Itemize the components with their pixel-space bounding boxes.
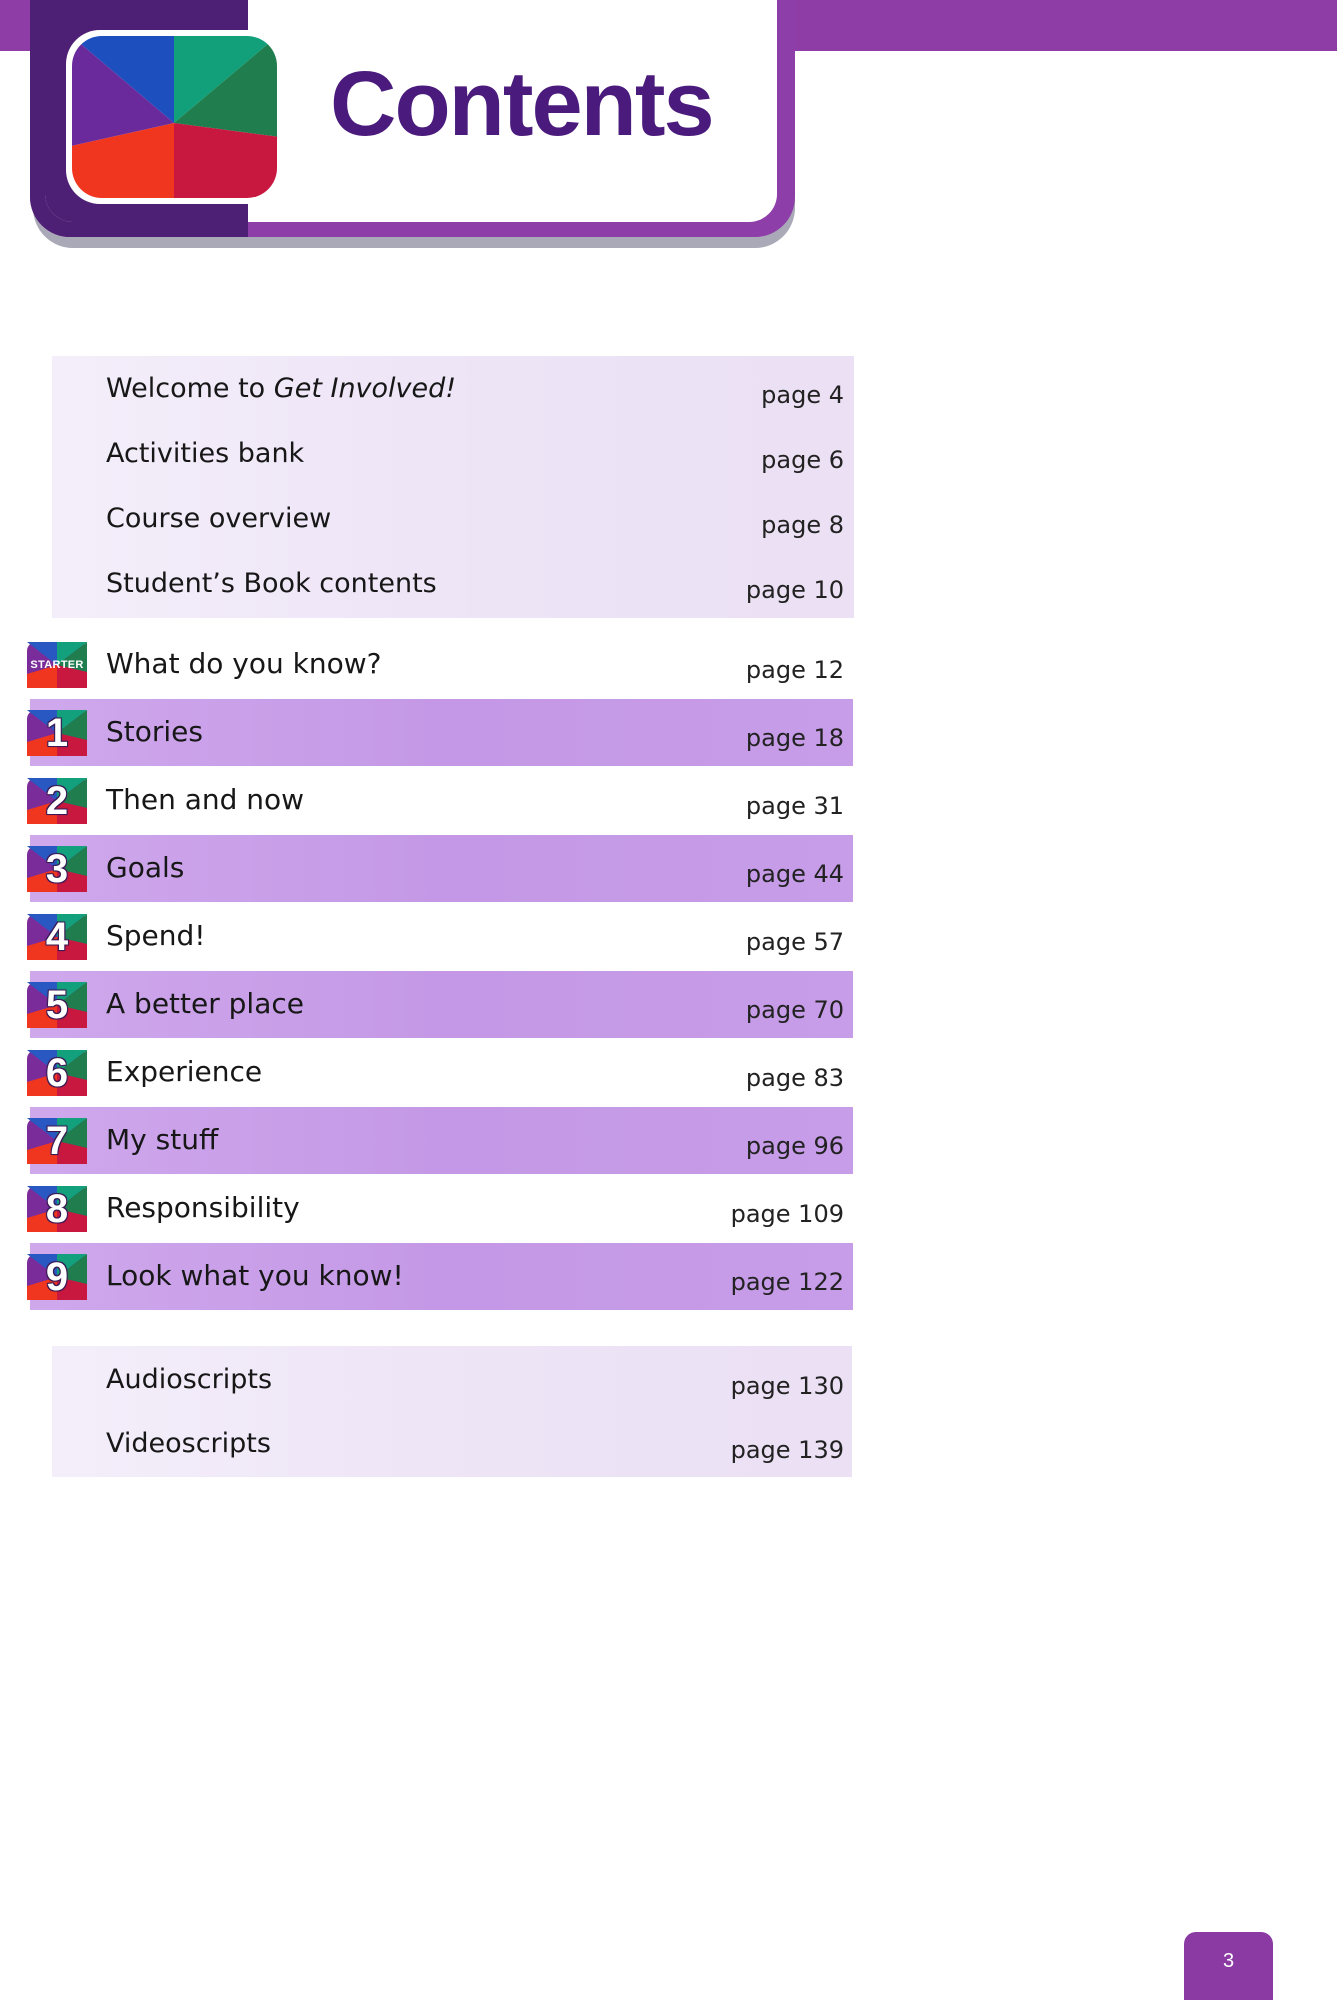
toc-entry-title: What do you know? [106, 647, 382, 680]
toc-entry-title: Spend! [106, 919, 206, 952]
toc-unit-3[interactable] [0, 838, 1337, 898]
toc-unit-5[interactable] [0, 974, 1337, 1034]
get-involved-logo-icon [62, 28, 287, 206]
toc-unit-starter[interactable] [0, 634, 1337, 694]
toc-entry-page: page 57 [745, 928, 844, 956]
toc-entry-page: page 8 [761, 511, 844, 539]
page-number-tab [1184, 1932, 1273, 2000]
toc-entry-page: page 130 [730, 1372, 844, 1400]
toc-entry-title: A better place [106, 987, 304, 1020]
toc-entry-page: page 4 [761, 381, 844, 409]
toc-entry-welcome[interactable] [0, 359, 1337, 419]
toc-entry-page: page 70 [745, 996, 844, 1024]
toc-entry-title: Experience [106, 1055, 263, 1088]
toc-entry-page: page 122 [730, 1268, 844, 1296]
toc-entry-title: Look what you know! [106, 1259, 404, 1292]
toc-entry-students-book-contents[interactable] [0, 554, 1337, 614]
book-name: Get Involved! [273, 373, 457, 404]
unit-badge-label: STARTER [30, 659, 84, 671]
toc-entry-audioscripts[interactable] [0, 1350, 1337, 1410]
toc-unit-7[interactable] [0, 1110, 1337, 1170]
unit-number: 6 [45, 1051, 69, 1095]
unit-number: 5 [45, 983, 69, 1027]
toc-unit-1[interactable] [0, 702, 1337, 762]
unit-number: 4 [45, 915, 69, 959]
toc-entry-page: page 6 [761, 446, 844, 474]
toc-unit-9[interactable] [0, 1246, 1337, 1306]
toc-entry-title: Activities bank [106, 438, 305, 469]
toc-entry-title: Stories [106, 715, 203, 748]
toc-unit-8[interactable] [0, 1178, 1337, 1238]
toc-entry-page: page 10 [745, 576, 844, 604]
toc-unit-2[interactable] [0, 770, 1337, 830]
toc-entry-title: Course overview [106, 503, 332, 534]
toc-entry-title [106, 359, 456, 419]
toc-entry-page: page 96 [745, 1132, 844, 1160]
page-title: Contents [330, 53, 713, 155]
toc-entry-title: Student’s Book contents [106, 568, 437, 599]
toc-entry-title-text: Welcome to [106, 373, 274, 404]
unit-number: 9 [45, 1255, 69, 1299]
toc-entry-page: page 139 [730, 1436, 844, 1464]
unit-number: 3 [45, 847, 69, 891]
toc-entry-title: Videoscripts [106, 1428, 271, 1459]
unit-number: 7 [45, 1119, 69, 1163]
unit-number: 1 [45, 711, 69, 755]
toc-entry-title: Audioscripts [106, 1364, 273, 1395]
unit-number: 2 [45, 779, 69, 823]
toc-entry-page: page 44 [745, 860, 844, 888]
toc-unit-4[interactable] [0, 906, 1337, 966]
toc-entry-title: Then and now [106, 783, 305, 816]
toc-entry-page: page 18 [745, 724, 844, 752]
page-number: 3 [1222, 1950, 1235, 1972]
toc-entry-page: page 31 [745, 792, 844, 820]
toc-entry-activities-bank[interactable] [0, 424, 1337, 484]
toc-entry-page: page 83 [745, 1064, 844, 1092]
toc-entry-course-overview[interactable] [0, 489, 1337, 549]
toc-entry-page: page 12 [745, 656, 844, 684]
toc-unit-6[interactable] [0, 1042, 1337, 1102]
toc-entry-title: Goals [106, 851, 185, 884]
unit-number: 8 [45, 1187, 69, 1231]
toc-entry-page: page 109 [730, 1200, 844, 1228]
toc-entry-title: Responsibility [106, 1191, 300, 1224]
toc-entry-title: My stuff [106, 1123, 219, 1156]
toc-entry-videoscripts[interactable] [0, 1414, 1337, 1474]
